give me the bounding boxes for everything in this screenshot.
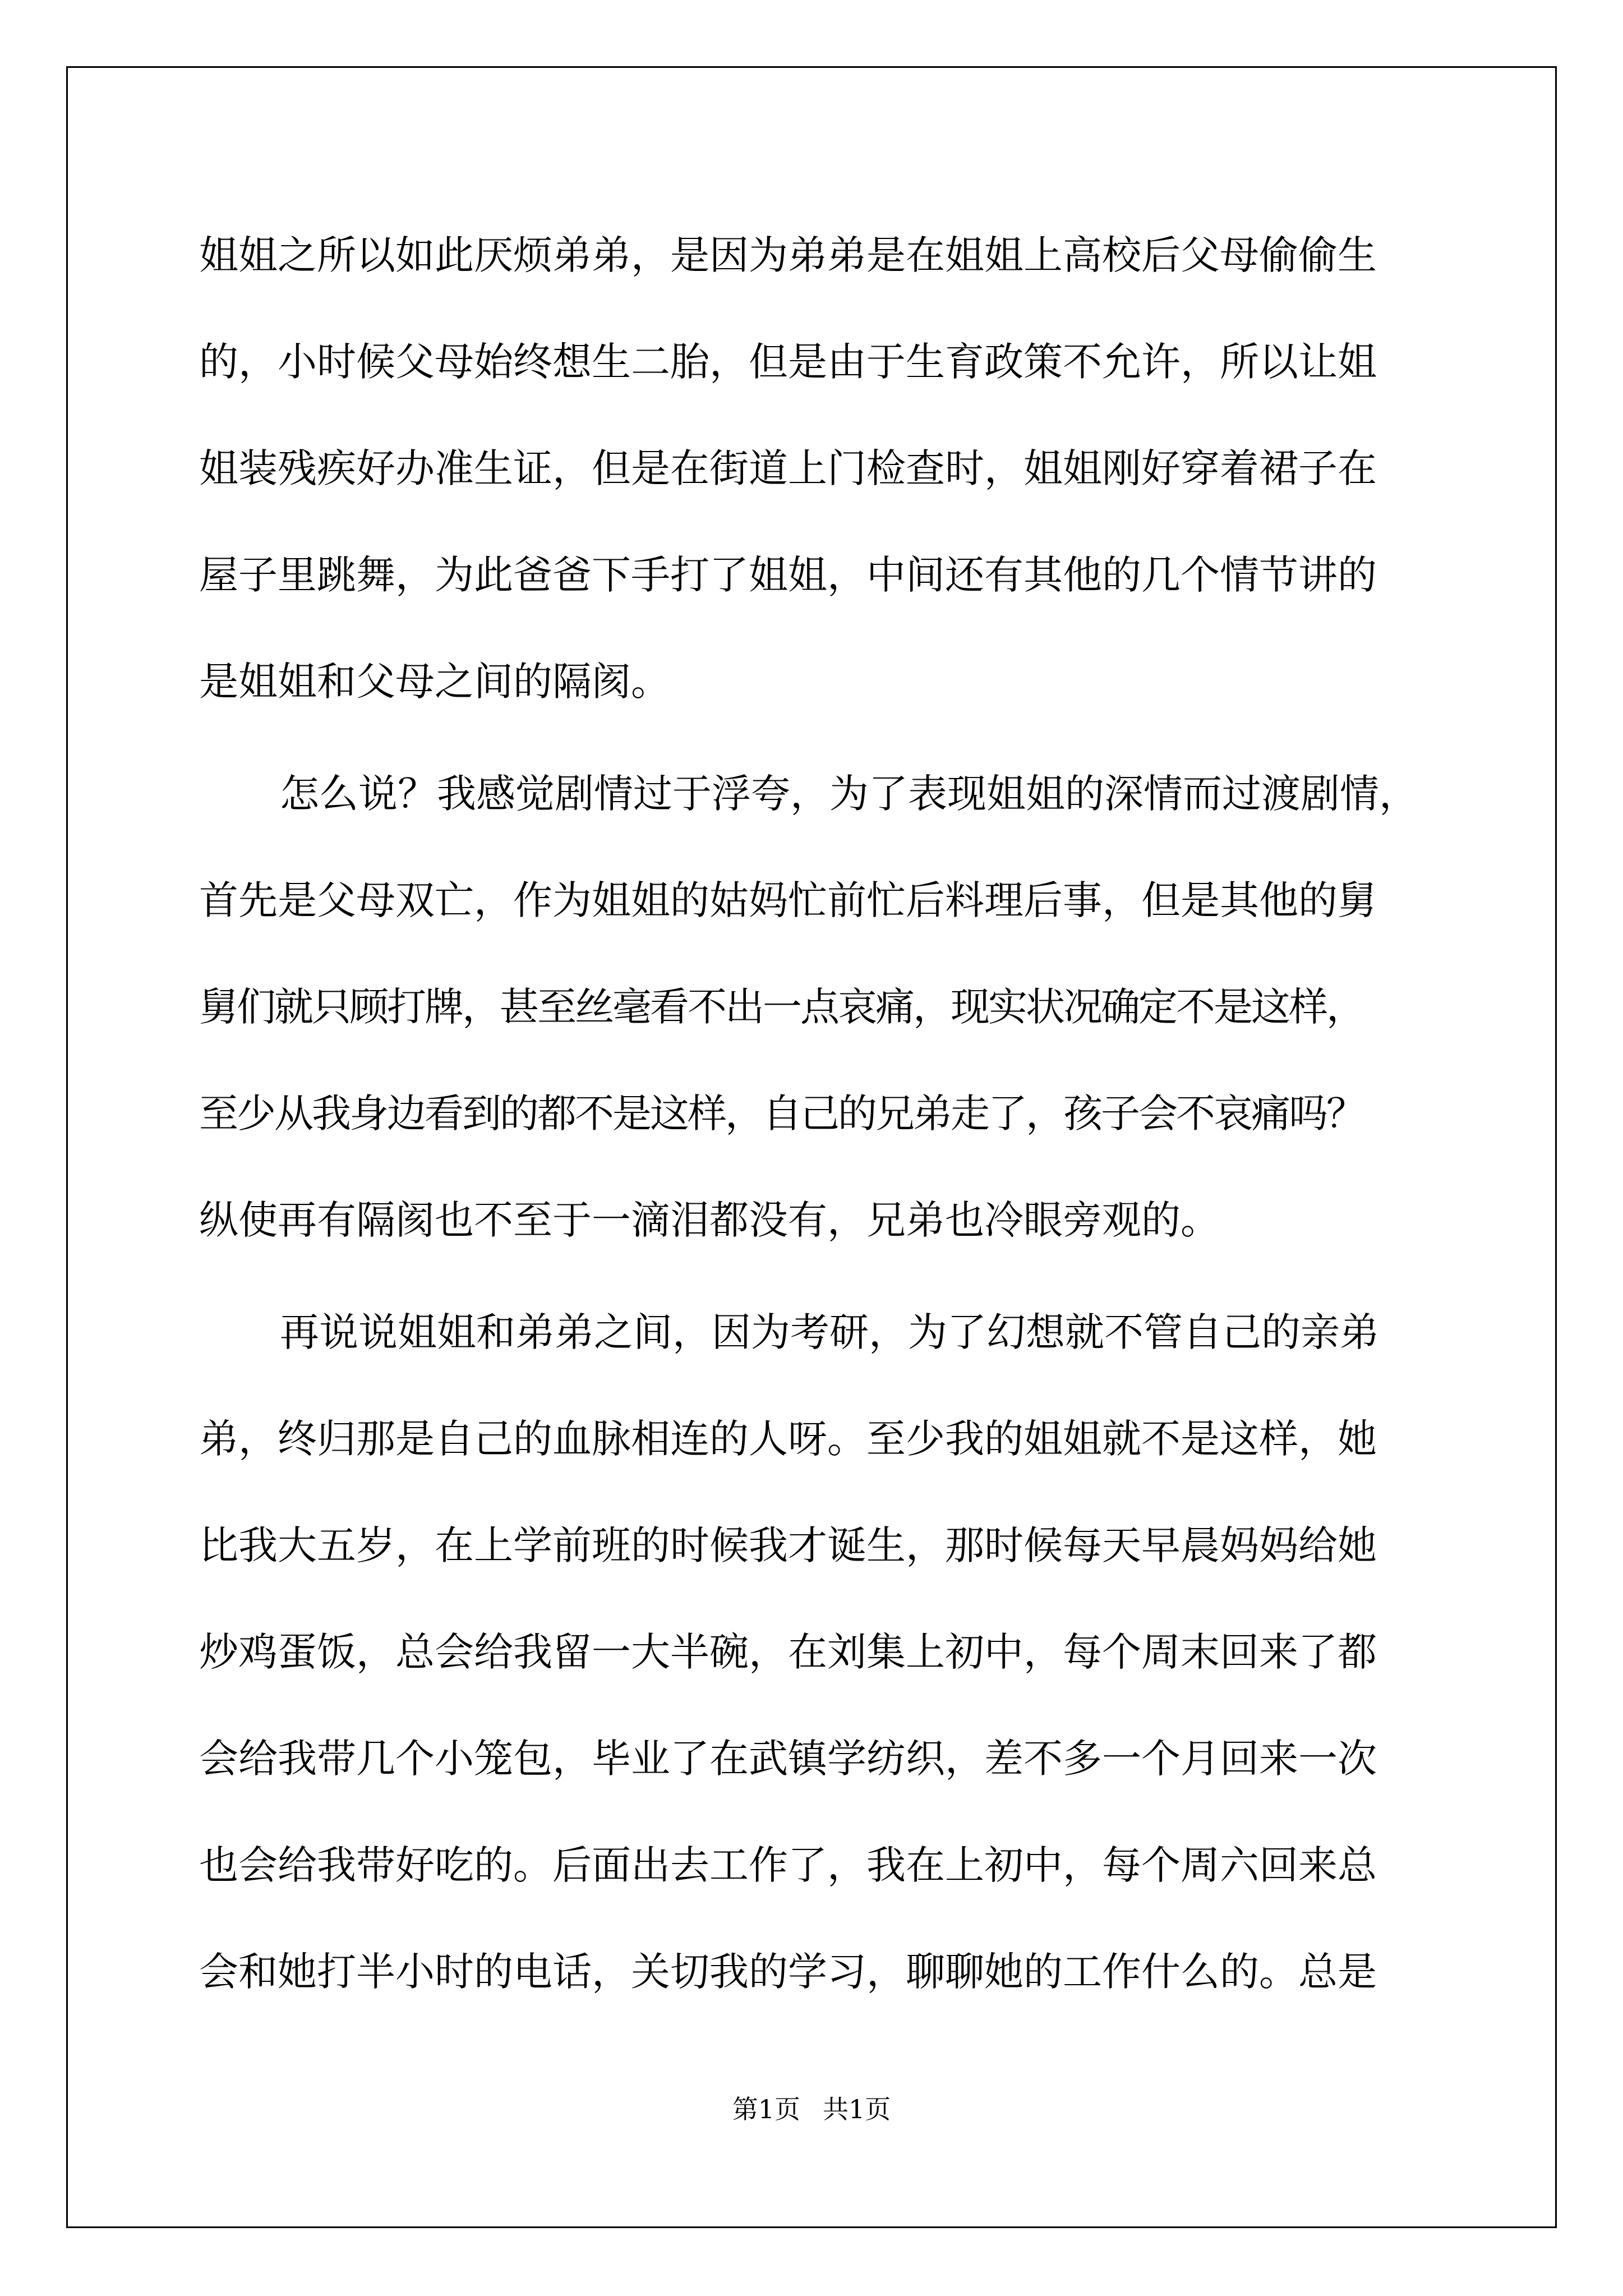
text-line: 也会给我带好吃的。后面出去工作了，我在上初中，每个周六回来总: [199, 1842, 1377, 1888]
text-line: 姐姐之所以如此厌烦弟弟，是因为弟弟是在姐姐上高校后父母偷偷生: [199, 232, 1377, 278]
text-line: 炒鸡蛋饭，总会给我留一大半碗，在刘集上初中，每个周末回来了都: [199, 1629, 1377, 1675]
text-line: 是姐姐和父母之间的隔阂。: [199, 659, 670, 705]
text-line: 会给我带几个小笼包，毕业了在武镇学纺织，差不多一个月回来一次: [199, 1736, 1377, 1782]
text-line: 纵使再有隔阂也不至于一滴泪都没有，兄弟也冷眼旁观的。: [199, 1197, 1220, 1243]
text-line: 至少从我身边看到的都不是这样，自己的兄弟走了，孩子会不哀痛吗？: [199, 1091, 1364, 1137]
text-line: 的，小时候父母始终想生二胎，但是由于生育政策不允许，所以让姐: [199, 339, 1377, 385]
text-line: 比我大五岁，在上学前班的时候我才诞生，那时候每天早晨妈妈给她: [199, 1522, 1377, 1568]
page-number: 第1页: [732, 2094, 800, 2124]
text-line: 姐装残疾好办准生证，但是在街道上门检查时，姐姐刚好穿着裙子在: [199, 445, 1377, 491]
page-total: 共1页: [823, 2094, 891, 2124]
text-line: 舅们就只顾打牌，甚至丝毫看不出一点哀痛，现实状况确定不是这样，: [199, 984, 1364, 1030]
text-line: 屋子里跳舞，为此爸爸下手打了姐姐，中间还有其他的几个情节讲的: [199, 552, 1377, 598]
text-line: 首先是父母双亡，作为姐姐的姑妈忙前忙后料理后事，但是其他的舅: [199, 877, 1377, 923]
page-footer: [0, 2092, 1623, 2126]
paragraph-start-line: 再说说姐姐和弟弟之间，因为考研，为了幻想就不管自己的亲弟: [280, 1309, 1379, 1355]
text-line: 弟，终归那是自己的血脉相连的人呀。至少我的姐姐就不是这样，她: [199, 1416, 1377, 1462]
text-line: 会和她打半小时的电话，关切我的学习，聊聊她的工作什么的。总是: [199, 1949, 1377, 1995]
paragraph-start-line: 怎么说？我感觉剧情过于浮夸，为了表现姐姐的深情而过渡剧情，: [280, 771, 1418, 817]
